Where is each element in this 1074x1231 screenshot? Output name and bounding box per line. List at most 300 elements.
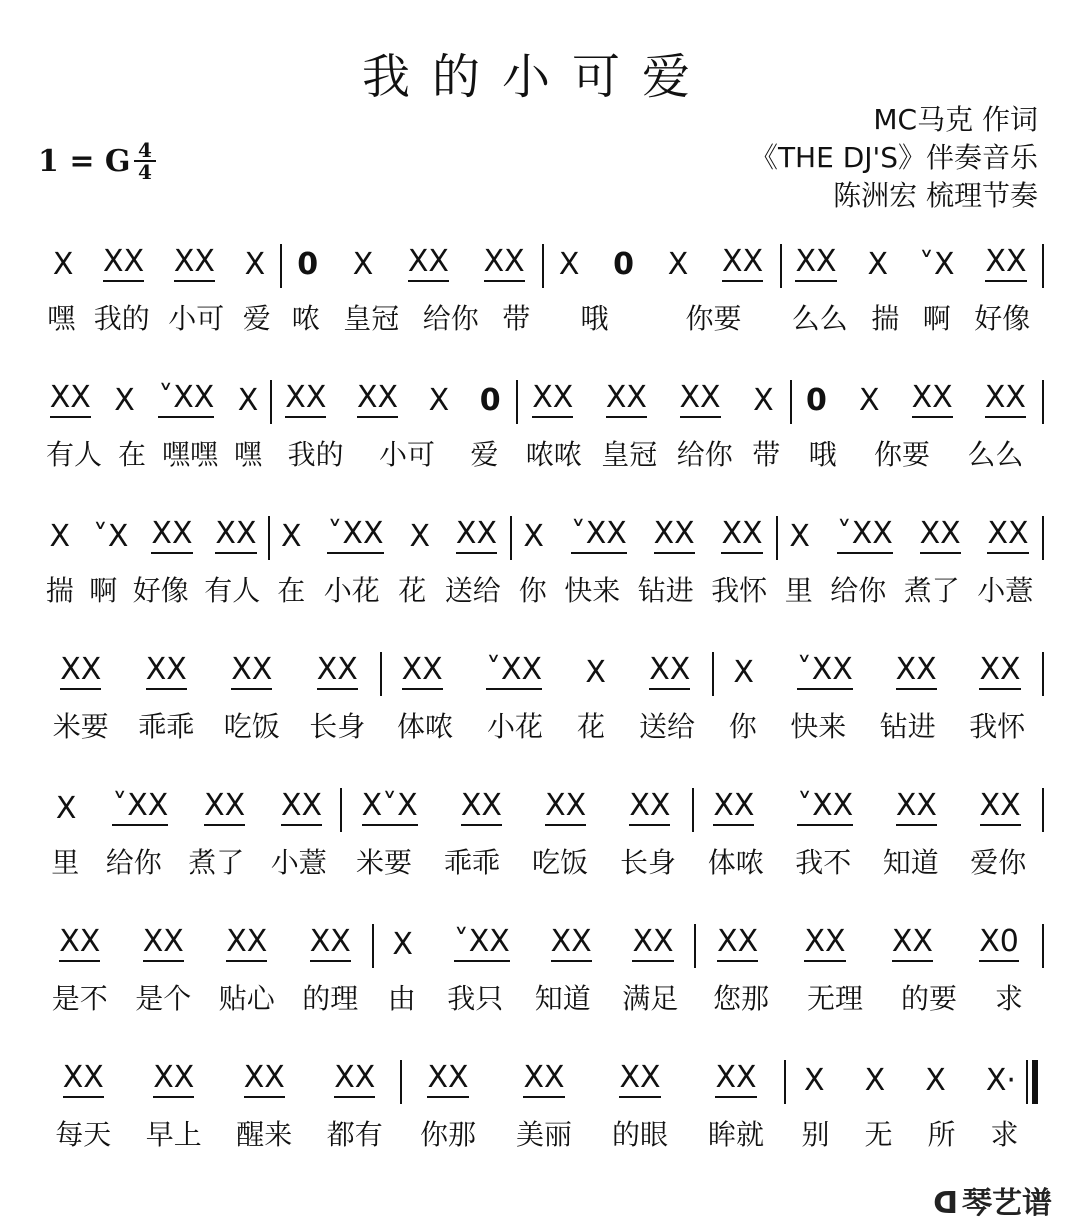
note-group: X (925, 1062, 946, 1098)
barline (1042, 380, 1044, 424)
note-group: XX (285, 382, 326, 418)
measure-lyrics (694, 980, 1042, 1014)
note-group: XX (484, 246, 525, 282)
note-group: XX (215, 518, 256, 554)
lyric-word: 么么 (967, 438, 1024, 471)
measure-notes (790, 380, 1042, 420)
measure (780, 234, 1042, 344)
measure-lyrics (380, 708, 712, 742)
lyric-word: 给你 (422, 302, 479, 335)
lyric-word: 你 (728, 710, 757, 743)
measure-notes (400, 1060, 784, 1100)
note-group: XX (461, 790, 502, 826)
note-group: XX (722, 246, 763, 282)
measure (38, 370, 270, 480)
note-group: XX (896, 790, 937, 826)
lyric-word: 哝 (291, 302, 320, 335)
barline (516, 380, 518, 424)
lyric-word: 快来 (790, 710, 847, 743)
note-group: XX (545, 790, 586, 826)
score-system (0, 914, 1074, 1024)
measure (38, 234, 280, 344)
measure-notes (270, 380, 516, 420)
note-group: X (49, 518, 71, 554)
note-group: X (864, 1062, 886, 1098)
note-group: ˅XX (797, 790, 853, 826)
rhythm-credit: 陈洲宏 梳理节奏 (833, 179, 1038, 212)
lyric-word: 有人 (45, 438, 102, 471)
score-system (0, 642, 1074, 752)
barline (340, 788, 342, 832)
measure-lyrics (784, 1116, 1036, 1150)
measure-lyrics (280, 300, 542, 334)
measure-notes (780, 244, 1042, 284)
lyric-word: 啊 (89, 574, 118, 607)
note-group: XX (60, 654, 101, 690)
lyric-word: 知道 (882, 846, 939, 879)
measure-notes (776, 516, 1042, 556)
note-group: XX (896, 654, 937, 690)
lyric-word: 无理 (806, 982, 863, 1015)
lyric-word: 米要 (52, 710, 109, 743)
lyric-word: 吃饭 (531, 846, 588, 879)
logo-icon: ᗡ (933, 1186, 958, 1221)
lyric-word: 每天 (55, 1118, 112, 1151)
note-group: X (667, 246, 689, 282)
lyric-word: 送给 (638, 710, 695, 743)
note-group: XX (795, 246, 836, 282)
note-group: XX (204, 790, 245, 826)
lyric-word: 小花 (486, 710, 543, 743)
lyric-word: 的要 (900, 982, 957, 1015)
score-system (0, 234, 1074, 344)
measure-notes (38, 652, 380, 692)
lyric-word: 你要 (873, 438, 930, 471)
note-group: X (52, 246, 74, 282)
lyric-word: 知道 (534, 982, 591, 1015)
lyric-word: 煮了 (903, 574, 960, 607)
note-group: XX (985, 382, 1026, 418)
note-group: ˅XX (454, 926, 510, 962)
note-group: XX (920, 518, 961, 554)
lyric-word: 钻进 (879, 710, 936, 743)
note-group: X0 (979, 926, 1019, 962)
note-group: XX (59, 926, 100, 962)
measure-notes (38, 788, 340, 828)
measure-lyrics (516, 436, 790, 470)
barline (280, 244, 282, 288)
measure (38, 506, 268, 616)
barline (372, 924, 374, 968)
note-group: X (55, 790, 77, 826)
lyric-word: 满足 (622, 982, 679, 1015)
measure (38, 914, 372, 1024)
measure-lyrics (542, 300, 780, 334)
note-group: XX (654, 518, 695, 554)
measure-notes (38, 516, 268, 556)
lyric-word: 在 (117, 438, 146, 471)
note-group: X (237, 382, 259, 418)
barline (510, 516, 512, 560)
measure-notes (38, 924, 372, 964)
lyric-word: 嘿嘿 (161, 438, 218, 471)
measure (380, 642, 712, 752)
barline (1042, 924, 1044, 968)
measure-lyrics (38, 436, 270, 470)
barline (780, 244, 782, 288)
lyric-word: 长身 (619, 846, 676, 879)
note-group: XX (804, 926, 845, 962)
measure (372, 914, 694, 1024)
score-system (0, 778, 1074, 888)
lyric-word: 爱 (242, 302, 271, 335)
meter-top: 4 (138, 138, 152, 162)
barline (270, 380, 272, 424)
lyric-word: 的眼 (611, 1118, 668, 1151)
measure (694, 914, 1042, 1024)
measure (510, 506, 776, 616)
note-group: XX (50, 382, 91, 418)
barline (1042, 788, 1044, 832)
lyric-word: 无 (864, 1118, 893, 1151)
accompaniment-credit: 《THE DJ'S》伴奏音乐 (749, 141, 1038, 174)
measure-lyrics (268, 572, 510, 606)
lyric-word: 别 (801, 1118, 830, 1151)
measure-notes (694, 924, 1042, 964)
note-group: XX (408, 246, 449, 282)
measure-lyrics (38, 844, 340, 878)
lyric-word: 里 (51, 846, 80, 879)
lyric-word: 都有 (326, 1118, 383, 1151)
note-group: XX (619, 1062, 660, 1098)
lyric-word: 给你 (676, 438, 733, 471)
measure-lyrics (776, 572, 1042, 606)
lyric-word: 求 (990, 1118, 1019, 1151)
note-group: X (789, 518, 810, 554)
note-group: X (428, 382, 450, 418)
measure-lyrics (38, 572, 268, 606)
lyric-word: 我怀 (969, 710, 1026, 743)
measure-notes (516, 380, 790, 420)
measure (776, 506, 1042, 616)
lyric-word: 是不 (51, 982, 108, 1015)
note-group: XX (680, 382, 721, 418)
lyric-word: 送给 (444, 574, 501, 607)
measure (692, 778, 1042, 888)
lyric-word: 我怀 (711, 574, 768, 607)
lyric-word: 好像 (132, 574, 189, 607)
barline (1042, 516, 1044, 560)
measure (400, 1050, 784, 1160)
lyric-word: 乖乖 (443, 846, 500, 879)
lyric-word: 花 (576, 710, 605, 743)
lyric-word: 带 (752, 438, 781, 471)
measure-lyrics (38, 980, 372, 1014)
lyric-word: 美丽 (515, 1118, 572, 1151)
barline (712, 652, 714, 696)
measure-lyrics (780, 300, 1042, 334)
note-group: 0 (806, 382, 827, 418)
lyric-word: 啊 (922, 302, 951, 335)
note-group: XX (649, 654, 690, 690)
lyric-word: 米要 (355, 846, 412, 879)
note-group: XX (281, 790, 322, 826)
lyric-word: 皇冠 (601, 438, 658, 471)
note-group: XX (231, 654, 272, 690)
lyric-word: 哦 (580, 302, 609, 335)
measure-lyrics (712, 708, 1042, 742)
meter-bottom: 4 (138, 160, 152, 184)
note-group: XX (226, 926, 267, 962)
measure (712, 642, 1042, 752)
note-group: XX (532, 382, 573, 418)
note-group: XX (715, 1062, 756, 1098)
barline (790, 380, 792, 424)
note-group: XX (713, 790, 754, 826)
measure (268, 506, 510, 616)
barline (380, 652, 382, 696)
lyric-word: 的理 (302, 982, 359, 1015)
note-group: XX (551, 926, 592, 962)
note-group: ˅XX (327, 518, 383, 554)
lyric-word: 小可 (378, 438, 435, 471)
note-group: XX (985, 246, 1026, 282)
note-group: ˅XX (486, 654, 542, 690)
lyric-word: 早上 (145, 1118, 202, 1151)
note-group: X (858, 382, 880, 418)
lyricist-credit: MC马克 作词 (873, 103, 1038, 136)
logo-text: 琴艺谱 (962, 1186, 1052, 1221)
lyric-word: 煮了 (188, 846, 245, 879)
barline (694, 924, 696, 968)
measure-lyrics (692, 844, 1042, 878)
note-group: XX (523, 1062, 564, 1098)
score-system (0, 370, 1074, 480)
note-group: ˅X (918, 246, 955, 282)
note-group: XX (310, 926, 351, 962)
note-group: X˅X (362, 790, 418, 826)
note-group: XX (892, 926, 933, 962)
measure-lyrics (790, 436, 1042, 470)
lyric-word: 我不 (795, 846, 852, 879)
lyric-word: 吃饭 (223, 710, 280, 743)
note-group: ˅XX (837, 518, 893, 554)
note-group: XX (632, 926, 673, 962)
barline (692, 788, 694, 832)
note-group: XX (912, 382, 953, 418)
note-group: 0 (297, 246, 319, 282)
lyric-word: 揣 (45, 574, 74, 607)
lyric-word: 我的 (287, 438, 344, 471)
note-group: ˅XX (797, 654, 853, 690)
lyric-word: 钻进 (637, 574, 694, 607)
barline (268, 516, 270, 560)
lyric-word: 爱 (470, 438, 499, 471)
measure (38, 778, 340, 888)
note-group: XX (174, 246, 215, 282)
measure-lyrics (372, 980, 694, 1014)
lyric-word: 快来 (564, 574, 621, 607)
note-group: XX (317, 654, 358, 690)
lyric-word: 哦 (808, 438, 837, 471)
score-system (0, 506, 1074, 616)
measure-notes (692, 788, 1042, 828)
measure (270, 370, 516, 480)
lyric-word: 哝哝 (525, 438, 582, 471)
note-group: XX (717, 926, 758, 962)
note-group: ˅XX (112, 790, 168, 826)
measure-notes (280, 244, 542, 284)
lyric-word: 求 (994, 982, 1023, 1015)
note-group: X (753, 382, 774, 418)
note-group: XX (456, 518, 497, 554)
key-signature: 1 = G (38, 144, 131, 179)
lyric-word: 有人 (204, 574, 261, 607)
measure-notes (784, 1060, 1036, 1100)
measure-notes (380, 652, 712, 692)
lyric-word: 好像 (974, 302, 1031, 335)
measure-lyrics (38, 1116, 400, 1150)
lyric-word: 我只 (447, 982, 504, 1015)
note-group: X (523, 518, 544, 554)
measure-notes (38, 380, 270, 420)
barline (542, 244, 544, 288)
note-group: X· (985, 1062, 1016, 1098)
measure-lyrics (400, 1116, 784, 1150)
note-group: X (244, 246, 266, 282)
barline (1026, 1060, 1028, 1104)
lyric-word: 小薏 (977, 574, 1034, 607)
lyric-word: 么么 (791, 302, 848, 335)
note-group: ˅XX (158, 382, 214, 418)
note-group: XX (244, 1062, 285, 1098)
note-group: X (409, 518, 430, 554)
final-barline (1032, 1060, 1038, 1104)
measure-lyrics (510, 572, 776, 606)
lyric-word: 体哝 (707, 846, 764, 879)
barline (1042, 652, 1044, 696)
lyric-word: 长身 (309, 710, 366, 743)
lyric-word: 小薏 (270, 846, 327, 879)
note-group: XX (151, 518, 192, 554)
lyric-word: 你要 (685, 302, 742, 335)
note-group: X (558, 246, 580, 282)
lyric-word: 带 (502, 302, 531, 335)
note-group: XX (979, 654, 1020, 690)
measure (516, 370, 790, 480)
note-group: XX (103, 246, 144, 282)
note-group: ˅XX (571, 518, 627, 554)
time-signature (132, 140, 158, 182)
note-group: XX (153, 1062, 194, 1098)
note-group: XX (334, 1062, 375, 1098)
measure (340, 778, 692, 888)
score-system (0, 1050, 1074, 1160)
measure (542, 234, 780, 344)
barline (776, 516, 778, 560)
note-group: X (804, 1062, 825, 1098)
note-group: XX (987, 518, 1028, 554)
note-group: 0 (613, 246, 635, 282)
measure (280, 234, 542, 344)
lyric-word: 体哝 (396, 710, 453, 743)
lyric-word: 醒来 (236, 1118, 293, 1151)
lyric-word: 皇冠 (343, 302, 400, 335)
note-group: XX (143, 926, 184, 962)
measure-notes (510, 516, 776, 556)
note-group: XX (606, 382, 647, 418)
measure (38, 642, 380, 752)
note-group: XX (146, 654, 187, 690)
lyric-word: 揣 (871, 302, 900, 335)
measure-notes (268, 516, 510, 556)
note-group: XX (629, 790, 670, 826)
barline (400, 1060, 402, 1104)
measure-lyrics (270, 436, 516, 470)
lyric-word: 所 (927, 1118, 956, 1151)
measure-lyrics (340, 844, 692, 878)
lyric-word: 乖乖 (138, 710, 195, 743)
site-logo (933, 1178, 1052, 1222)
measure-notes (38, 244, 280, 284)
lyric-word: 贴心 (218, 982, 275, 1015)
song-title: 我的小可爱 (361, 49, 712, 105)
lyric-word: 给你 (830, 574, 887, 607)
measure-lyrics (38, 708, 380, 742)
lyric-word: 由 (387, 982, 416, 1015)
lyric-word: 嘿 (47, 302, 76, 335)
barline (784, 1060, 786, 1104)
measure-lyrics (38, 300, 280, 334)
lyric-word: 在 (277, 574, 306, 607)
barline (1042, 244, 1044, 288)
note-group: XX (427, 1062, 468, 1098)
lyric-word: 眸就 (707, 1118, 764, 1151)
lyric-word: 爱你 (970, 846, 1027, 879)
measure-notes (340, 788, 692, 828)
lyric-word: 花 (398, 574, 427, 607)
lyric-word: 里 (784, 574, 813, 607)
measure (784, 1050, 1036, 1160)
note-group: X (733, 654, 754, 690)
note-group: ˅X (92, 518, 129, 554)
lyric-word: 您那 (712, 982, 769, 1015)
measure-notes (372, 924, 694, 964)
note-group: X (392, 926, 413, 962)
lyric-word: 小花 (323, 574, 380, 607)
lyric-word: 我的 (93, 302, 150, 335)
note-group: X (280, 518, 302, 554)
note-group: XX (402, 654, 443, 690)
lyric-word: 你 (518, 574, 547, 607)
measure-notes (542, 244, 780, 284)
note-group: X (114, 382, 135, 418)
note-group: XX (63, 1062, 104, 1098)
lyric-word: 嘿 (233, 438, 262, 471)
note-group: XX (357, 382, 398, 418)
measure-notes (712, 652, 1042, 692)
lyric-word: 是个 (135, 982, 192, 1015)
note-group: XX (721, 518, 762, 554)
measure (38, 1050, 400, 1160)
note-group: 0 (479, 382, 501, 418)
measure-notes (38, 1060, 400, 1100)
lyric-word: 给你 (105, 846, 162, 879)
lyric-word: 你那 (419, 1118, 476, 1151)
note-group: X (867, 246, 889, 282)
measure (790, 370, 1042, 480)
note-group: X (585, 654, 606, 690)
